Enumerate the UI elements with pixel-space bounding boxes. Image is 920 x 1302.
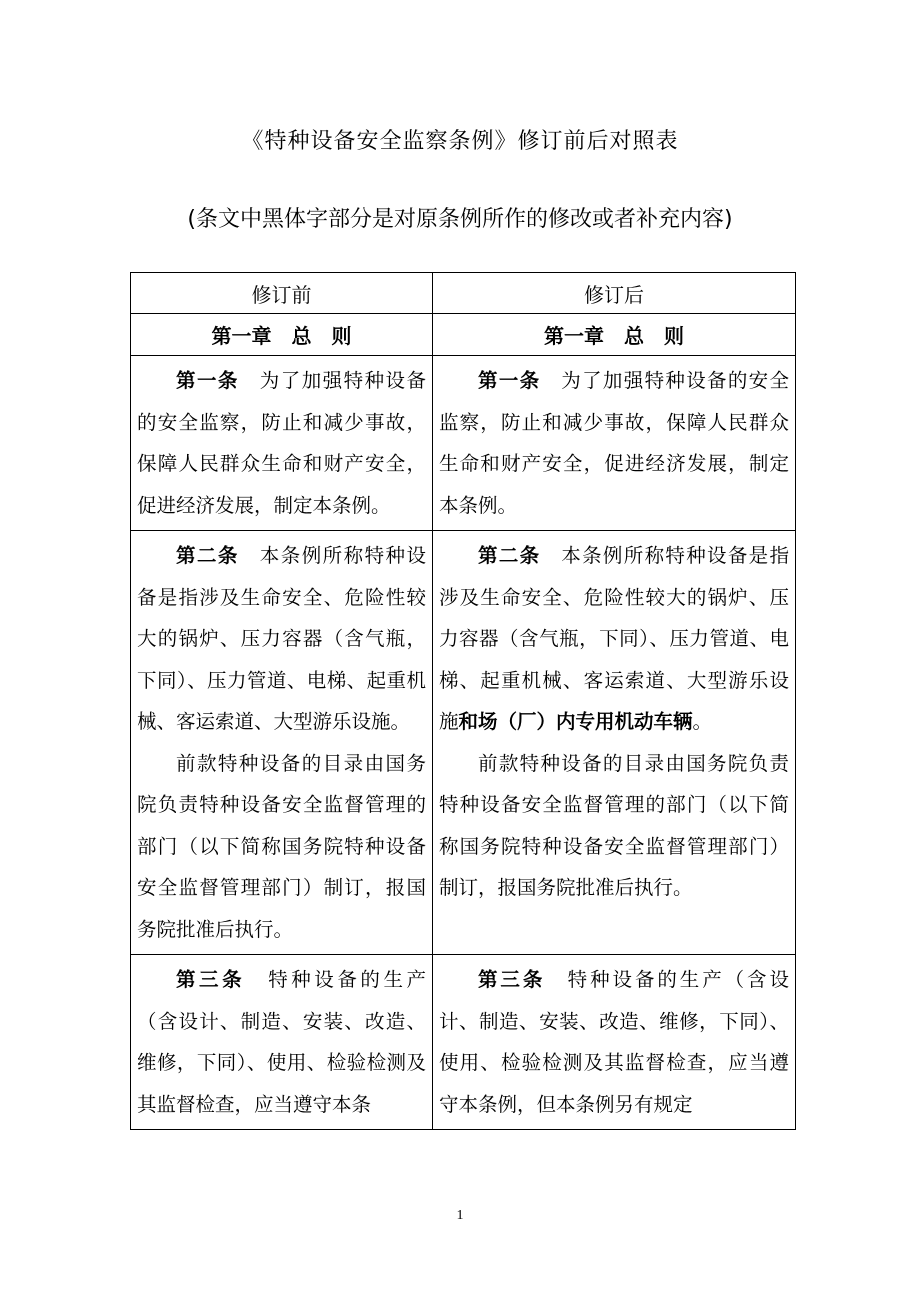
chapter-after: 第一章 总 则 bbox=[433, 314, 796, 356]
comparison-table bbox=[130, 272, 796, 1130]
article-2-before-paragraph-2 bbox=[137, 743, 426, 951]
table-header-row bbox=[131, 273, 796, 314]
article-text: 特种设备的生产（含设计、制造、安装、改造、维修，下同）、使用、检验检测及其监督检查，应当遵守本条例，但本条例另有规定 bbox=[439, 968, 789, 1116]
table-row-article-3 bbox=[131, 955, 796, 1130]
chapter-row bbox=[131, 314, 796, 356]
added-text: 和场（厂）内专用机动车辆 bbox=[458, 710, 693, 733]
article-1-before bbox=[131, 356, 433, 531]
article-3-after-paragraph bbox=[439, 959, 789, 1125]
article-label: 第二条 bbox=[176, 544, 239, 567]
article-2-before-paragraph-1 bbox=[137, 535, 426, 743]
article-text-tail: 。 bbox=[692, 710, 713, 733]
article-3-before-paragraph bbox=[137, 959, 426, 1125]
article-3-after bbox=[433, 955, 796, 1130]
article-2-after-paragraph-1 bbox=[439, 535, 789, 743]
document-subtitle: (条文中黑体字部分是对原条例所作的修改或者补充内容) bbox=[187, 207, 733, 232]
article-3-before bbox=[131, 955, 433, 1130]
article-text: 为了加强特种设备的安全监察，防止和减少事故，保障人民群众生命和财产安全，促进经济发展，制定本条例。 bbox=[137, 369, 426, 517]
article-text: 本条例所称特种设备是指涉及生命安全、危险性较大的锅炉、压力容器（含气瓶，下同）、压力管道、电梯、起重机械、客运索道、大型游乐设施。 bbox=[137, 544, 426, 733]
article-2-before bbox=[131, 531, 433, 955]
article-text: 特种设备的生产（含设计、制造、安装、改造、维修，下同）、使用、检验检测及其监督检查，应当遵守本条 bbox=[137, 968, 426, 1116]
article-text: 本条例所称特种设备是指涉及生命安全、危险性较大的锅炉、压力容器（含气瓶，下同）、压力管道、电梯、起重机械、客运索道、大型游乐设施 bbox=[439, 544, 789, 733]
header-before: 修订前 bbox=[131, 273, 433, 314]
article-label: 第一条 bbox=[478, 369, 541, 392]
article-label: 第一条 bbox=[176, 369, 239, 392]
article-2-after bbox=[433, 531, 796, 955]
article-label: 第三条 bbox=[478, 968, 546, 991]
article-label: 第三条 bbox=[176, 968, 246, 991]
article-text: 前款特种设备的目录由国务院负责特种设备安全监督管理的部门（以下简称国务院特种设备安全监督管理部门）制订，报国务院批准后执行。 bbox=[439, 751, 789, 899]
article-1-after bbox=[433, 356, 796, 531]
article-1-after-paragraph bbox=[439, 360, 789, 526]
chapter-before: 第一章 总 则 bbox=[131, 314, 433, 356]
page-number: 1 bbox=[456, 1208, 464, 1223]
article-1-before-paragraph bbox=[137, 360, 426, 526]
header-after: 修订后 bbox=[433, 273, 796, 314]
document-title: 《特种设备安全监察条例》修订前后对照表 bbox=[241, 129, 679, 154]
table-row-article-1 bbox=[131, 356, 796, 531]
article-label: 第二条 bbox=[478, 544, 541, 567]
article-text: 为了加强特种设备的安全监察，防止和减少事故，保障人民群众生命和财产安全，促进经济发展，制定本条例。 bbox=[439, 369, 789, 517]
table-row-article-2 bbox=[131, 531, 796, 955]
article-text: 前款特种设备的目录由国务院负责特种设备安全监督管理的部门（以下简称国务院特种设备安全监督管理部门）制订，报国务院批准后执行。 bbox=[137, 751, 426, 941]
article-2-after-paragraph-2 bbox=[439, 743, 789, 909]
